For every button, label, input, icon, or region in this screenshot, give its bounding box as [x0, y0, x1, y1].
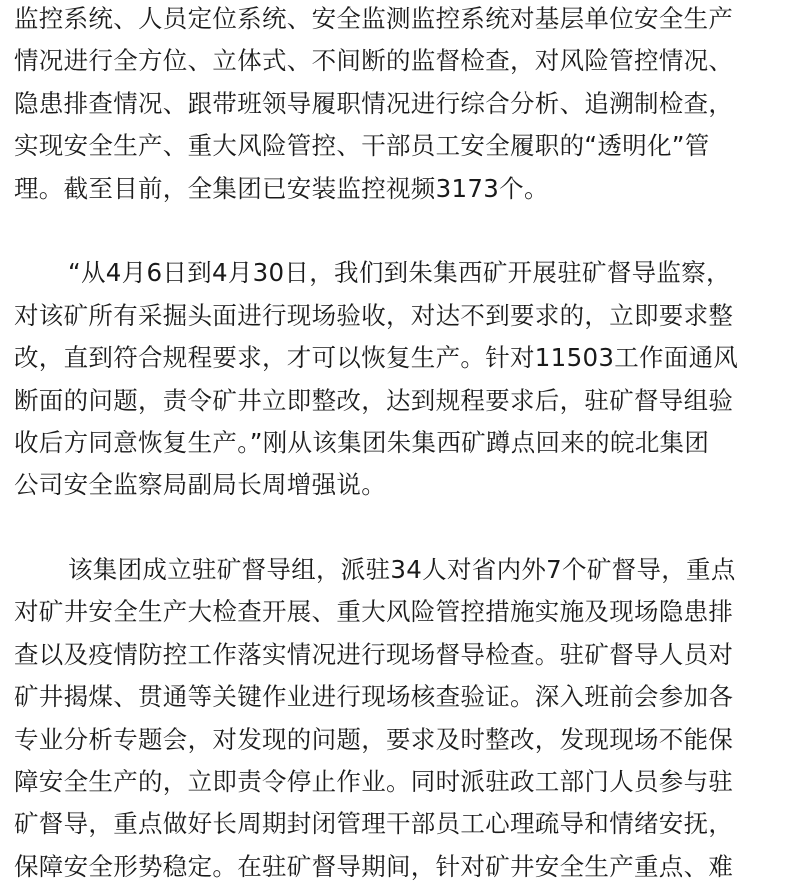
text-line: 改，直到符合规程要求，才可以恢复生产。针对11503工作面通风	[14, 343, 739, 373]
text-line: 对该矿所有采掘头面进行现场验收，对达不到要求的，立即要求整	[14, 300, 734, 330]
text-line: 公司安全监察局副局长周增强说。	[14, 470, 386, 500]
text-line: “从4月6日到4月30日，我们到朱集西矿开展驻矿督导监察，	[68, 258, 731, 288]
paragraph-spacer	[14, 507, 784, 549]
text-line: 收后方同意恢复生产。”刚从该集团朱集西矿蹲点回来的皖北集团	[14, 427, 710, 457]
text-line: 情况进行全方位、立体式、不间断的监督检查，对风险管控情况、	[14, 46, 734, 76]
paragraph-supervision-team	[14, 549, 784, 888]
text-line: 保障安全形势稳定。在驻矿督导期间，针对矿井安全生产重点、难	[14, 851, 734, 881]
text-line: 监控系统、人员定位系统、安全监测监控系统对基层单位安全生产	[14, 4, 734, 33]
text-line: 专业分析专题会，对发现的问题，要求及时整改，发现现场不能保	[14, 724, 734, 754]
text-line: 查以及疫情防控工作落实情况进行现场督导检查。驻矿督导人员对	[14, 639, 734, 669]
text-line: 理。截至目前，全集团已安装监控视频3173个。	[14, 173, 549, 203]
text-line: 隐患排查情况、跟带班领导履职情况进行综合分析、追溯制检查，	[14, 88, 734, 118]
paragraph-spacer	[14, 210, 784, 252]
paragraph-quote-zhujixi	[14, 252, 784, 506]
text-line: 矿督导，重点做好长周期封闭管理干部员工心理疏导和情绪安抚，	[14, 809, 734, 839]
text-line: 对矿井安全生产大检查开展、重大风险管控措施实施及现场隐患排	[14, 597, 734, 627]
text-line: 断面的问题，责令矿井立即整改，达到规程要求后，驻矿督导组验	[14, 385, 734, 415]
text-line: 矿井揭煤、贯通等关键作业进行现场核查验证。深入班前会参加各	[14, 682, 734, 712]
text-line: 实现安全生产、重大风险管控、干部员工安全履职的“透明化”管	[14, 131, 710, 161]
text-line: 该集团成立驻矿督导组，派驻34人对省内外7个矿督导，重点	[68, 555, 736, 585]
paragraph-monitoring-system	[14, 0, 784, 210]
article-body	[14, 0, 784, 888]
text-line: 障安全生产的，立即责令停止作业。同时派驻政工部门人员参与驻	[14, 767, 734, 797]
